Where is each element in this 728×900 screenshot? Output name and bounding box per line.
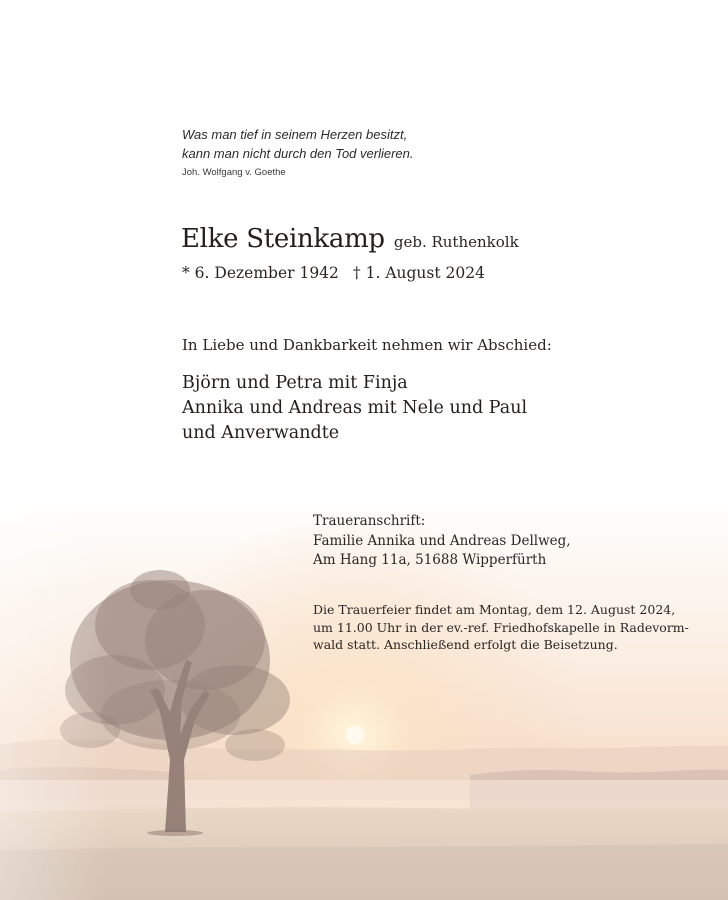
quote-author: Joh. Wolfgang v. Goethe	[182, 167, 286, 178]
deceased-name-line	[181, 224, 519, 254]
deceased-name: Elke Steinkamp	[181, 224, 385, 254]
address-line: Familie Annika und Andreas Dellweg,	[313, 532, 571, 549]
ceremony-line: um 11.00 Uhr in der ev.-ref. Friedhofskapelle in Radevorm-	[313, 619, 689, 635]
quote-line-2: kann man nicht durch den Tod verlieren.	[182, 146, 414, 161]
goethe-quote	[182, 125, 414, 163]
ceremony-line: Die Trauerfeier findet am Montag, dem 12. August 2024,	[313, 602, 676, 617]
life-dates	[182, 264, 485, 282]
address-line: Am Hang 11a, 51688 Wipperfürth	[313, 552, 547, 568]
birth-date: * 6. Dezember 1942	[182, 264, 339, 282]
quote-line-1: Was man tief in seinem Herzen besitzt,	[182, 127, 408, 142]
mourner-line: Annika und Andreas mit Nele und Paul	[182, 398, 528, 418]
mourner-line: Björn und Petra mit Finja	[182, 373, 408, 393]
mourning-address	[313, 512, 571, 571]
mourner-line: und Anverwandte	[182, 423, 340, 443]
deceased-birth-name: geb. Ruthenkolk	[393, 233, 519, 251]
death-date: † 1. August 2024	[352, 264, 485, 282]
ceremony-info	[313, 601, 689, 654]
farewell-statement: In Liebe und Dankbarkeit nehmen wir Abschied:	[182, 336, 552, 354]
mourners-list	[182, 371, 527, 446]
address-label: Traueranschrift:	[313, 513, 426, 529]
ceremony-line: wald statt. Anschließend erfolgt die Beisetzung.	[313, 637, 618, 652]
